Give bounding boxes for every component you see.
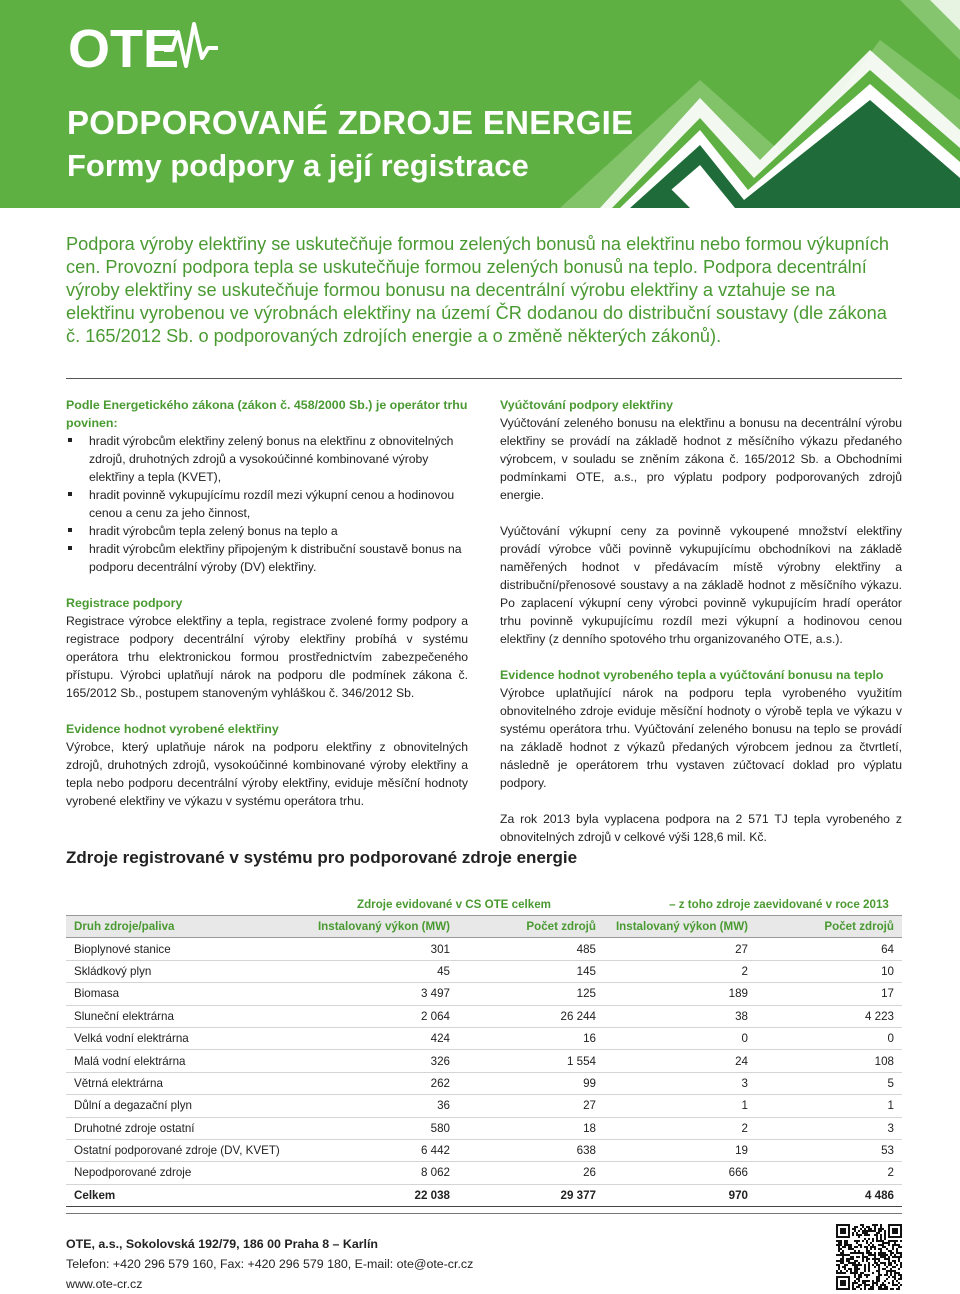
table-group-header [66, 893, 902, 916]
table-cell: 1 554 [458, 1050, 604, 1072]
list-item: hradit povinně vykupujícímu rozdíl mezi výkupní cenou a hodinovou cenou a cenu za jeho činnost, [66, 486, 468, 522]
table-cell: 18 [458, 1117, 604, 1139]
divider [66, 1213, 902, 1214]
table-cell: 4 486 [756, 1184, 902, 1206]
list-item: hradit výrobcům elektřiny zelený bonus na elektřinu z obnovitelných zdrojů, druhotných zdrojů a vysokoúčinné kombinované výroby elektřiny a tepla (KVET), [66, 432, 468, 486]
table-row [66, 1095, 902, 1117]
row-label: Sluneční elektrárna [66, 1005, 304, 1027]
table-cell: 45 [304, 960, 458, 982]
table-row [66, 1050, 902, 1072]
obligations-list [66, 432, 468, 576]
table-cell: 38 [604, 1005, 756, 1027]
table-cell: 26 244 [458, 1005, 604, 1027]
column-header: Počet zdrojů [756, 916, 902, 938]
website-link[interactable]: www.ote-cr.cz [66, 1277, 143, 1291]
row-label: Biomasa [66, 983, 304, 1005]
table-cell: 64 [756, 938, 902, 960]
svg-text:OTE: OTE [68, 20, 180, 70]
registration-text: Registrace výrobce elektřiny a tepla, registrace zvolené formy podpory a registrace podpory decentrální výroby elektřiny probíhá v systému operátora trhu elektronickou formou prostřednictvím zabezpečeného přístupu. Výrobci uplatňují nárok na podporu dle podmínek zákona č. 165/2012 Sb., postupem stanoveným vyhláškou č. 346/2012 Sb. [66, 614, 468, 700]
list-item: hradit výrobcům elektřiny připojeným k distribuční soustavě bonus na podporu decentrální výroby (DV) elektřiny. [66, 540, 468, 576]
row-label: Velká vodní elektrárna [66, 1027, 304, 1049]
group-header-2013: – z toho zdroje zaevidované v roce 2013 [604, 893, 902, 916]
contact-info: Telefon: +420 296 579 160, Fax: +420 296 579 180, E-mail: ote@ote-cr.cz [66, 1257, 474, 1271]
table-cell: 19 [604, 1139, 756, 1161]
section-heading-registration: Registrace podpory [66, 596, 183, 610]
table-cell: 2 064 [304, 1005, 458, 1027]
table-cell: 1 [756, 1095, 902, 1117]
section-heading-obligations: Podle Energetického zákona (zákon č. 458/2000 Sb.) je operátor trhu povinen: [66, 398, 468, 430]
electricity-evidence-text: Výrobce, který uplatňuje nárok na podporu elektřiny z obnovitelných zdrojů, druhotných zdrojů, vysokoúčinné kombinované výroby elektřiny a tepla nebo podporu decentrální výroby elektřiny, eviduje měsíční hodnoty vyrobené elektřiny ve výkazu v systému operátora trhu. [66, 740, 468, 808]
table-row [66, 1117, 902, 1139]
table-cell: 29 377 [458, 1184, 604, 1206]
table-cell: 2 [756, 1162, 902, 1184]
table-cell: 189 [604, 983, 756, 1005]
table-row [66, 1072, 902, 1094]
table-cell: 326 [304, 1050, 458, 1072]
list-item: hradit výrobcům tepla zelený bonus na teplo a [66, 522, 468, 540]
table-cell: 36 [304, 1095, 458, 1117]
column-header: Instalovaný výkon (MW) [304, 916, 458, 938]
row-label: Nepodporované zdroje [66, 1162, 304, 1184]
table-cell: 5 [756, 1072, 902, 1094]
group-header-total: Zdroje evidované v CS OTE celkem [304, 893, 604, 916]
row-label: Skládkový plyn [66, 960, 304, 982]
page-title: PODPOROVANÉ ZDROJE ENERGIE [67, 104, 634, 141]
page-subtitle: Formy podpory a její registrace [67, 148, 529, 183]
table-cell: 10 [756, 960, 902, 982]
table-cell: 27 [458, 1095, 604, 1117]
column-header: Druh zdroje/paliva [66, 916, 304, 938]
table-cell: 2 [604, 1117, 756, 1139]
row-label: Druhotné zdroje ostatní [66, 1117, 304, 1139]
row-label: Celkem [66, 1184, 304, 1206]
table-cell: 485 [458, 938, 604, 960]
table-cell: 970 [604, 1184, 756, 1206]
table-row [66, 1184, 902, 1206]
section-heading-heat-evidence: Evidence hodnot vyrobeného tepla a vyúčtování bonusu na teplo [500, 668, 884, 682]
table-cell: 424 [304, 1027, 458, 1049]
table-cell: 1 [604, 1095, 756, 1117]
table-row [66, 983, 902, 1005]
table-cell: 27 [604, 938, 756, 960]
table-row [66, 1005, 902, 1027]
table-cell: 99 [458, 1072, 604, 1094]
table-cell: 3 [604, 1072, 756, 1094]
table-cell: 22 038 [304, 1184, 458, 1206]
header-banner [0, 0, 960, 208]
table-cell: 301 [304, 938, 458, 960]
table-row [66, 1162, 902, 1184]
section-heading-billing: Vyúčtování podpory elektřiny [500, 398, 674, 412]
table-body [66, 938, 902, 1207]
column-header: Instalovaný výkon (MW) [604, 916, 756, 938]
row-label: Bioplynové stanice [66, 938, 304, 960]
column-header: Počet zdrojů [458, 916, 604, 938]
table-cell: 125 [458, 983, 604, 1005]
footer [66, 1234, 473, 1294]
company-address: OTE, a.s., Sokolovská 192/79, 186 00 Praha 8 – Karlín [66, 1237, 379, 1251]
table-cell: 638 [458, 1139, 604, 1161]
table-cell: 24 [604, 1050, 756, 1072]
intro-paragraph: Podpora výroby elektřiny se uskutečňuje formou zelených bonusů na elektřinu nebo formou výkupních cen. Provozní podpora tepla se uskutečňuje formou zelených bonusů na teplo. Podpora decentrální výroby elektřiny se uskutečňuje formou bonusu na decentrální výrobu elektřiny a vztahuje se na elektřinu vyrobenou ve výrobnách elektřiny na území ČR dodanou do distribuční soustavy (dle zákona č. 165/2012 Sb. o podporovaných zdrojích energie a o změně některých zákonů). [66, 234, 889, 346]
section-heading-electricity-evidence: Evidence hodnot vyrobené elektřiny [66, 722, 279, 736]
row-label: Malá vodní elektrárna [66, 1050, 304, 1072]
billing-text: Vyúčtování zeleného bonusu na elektřinu a bonusu na decentrální výrobu elektřiny se provádí na základě hodnot z měsíčního výkazu předaného výrobcem, v souladu se zněním zákona č. 165/2012 Sb. a Obchodními podmínkami OTE, a.s., pro výplatu podpory podporovaných zdrojů energie. [500, 416, 902, 502]
qr-code-icon [836, 1224, 902, 1290]
table-row [66, 960, 902, 982]
row-label: Ostatní podporované zdroje (DV, KVET) [66, 1139, 304, 1161]
table-cell: 6 442 [304, 1139, 458, 1161]
table-cell: 4 223 [756, 1005, 902, 1027]
table-cell: 2 [604, 960, 756, 982]
table-cell: 16 [458, 1027, 604, 1049]
left-column [66, 396, 468, 810]
table-cell: 580 [304, 1117, 458, 1139]
heat-evidence-text: Výrobce uplatňující nárok na podporu tepla vyrobeného využitím obnovitelného zdroje eviduje měsíční hodnoty o výrobě tepla ve výkazu v systému operátora trhu. Vyúčtování zeleného bonusu na teplo se provádí na základě hodnot z výkazů předaných výrobcem jednou za čtvrtletí, následně je operátorem trhu vystaven zúčtovací doklad pro výplatu podpory. [500, 686, 902, 790]
sources-table [66, 893, 902, 1207]
table-cell: 3 [756, 1117, 902, 1139]
table-header-row [66, 916, 902, 938]
table-cell: 0 [604, 1027, 756, 1049]
table-cell: 666 [604, 1162, 756, 1184]
row-label: Důlní a degazační plyn [66, 1095, 304, 1117]
ote-logo[interactable] [68, 20, 220, 70]
row-label: Větrná elektrárna [66, 1072, 304, 1094]
table-row [66, 1027, 902, 1049]
table-cell: 8 062 [304, 1162, 458, 1184]
table-cell: 17 [756, 983, 902, 1005]
purchase-price-text: Vyúčtování výkupní ceny za povinně vykoupené množství elektřiny provádí výrobce vůči povinně vykupujícímu obchodníkovi na základě naměřených hodnot v předávacím místě výrobny elektřiny a distribuční/přenosové soustavy a na základě hodnot z měsíčního výkazu. Po zaplacení výkupní ceny výrobci povinně vykupujícím hradí operátor trhu povinně vykupujícímu rozdíl mezi výkupní a hodinovou cenou elektřiny (z denního spotového trhu organizovaného OTE, a.s.). [500, 524, 902, 646]
divider [66, 378, 902, 379]
table-cell: 26 [458, 1162, 604, 1184]
table-cell: 262 [304, 1072, 458, 1094]
table-cell: 108 [756, 1050, 902, 1072]
heat-summary-text: Za rok 2013 byla vyplacena podpora na 2 571 TJ tepla vyrobeného z obnovitelných zdrojů v celkové výši 128,6 mil. Kč. [500, 812, 902, 844]
table-cell: 53 [756, 1139, 902, 1161]
table-title: Zdroje registrované v systému pro podporované zdroje energie [66, 848, 578, 867]
table-cell: 145 [458, 960, 604, 982]
table-cell: 3 497 [304, 983, 458, 1005]
table-row [66, 938, 902, 960]
table-row [66, 1139, 902, 1161]
table-cell: 0 [756, 1027, 902, 1049]
right-column [500, 396, 902, 846]
